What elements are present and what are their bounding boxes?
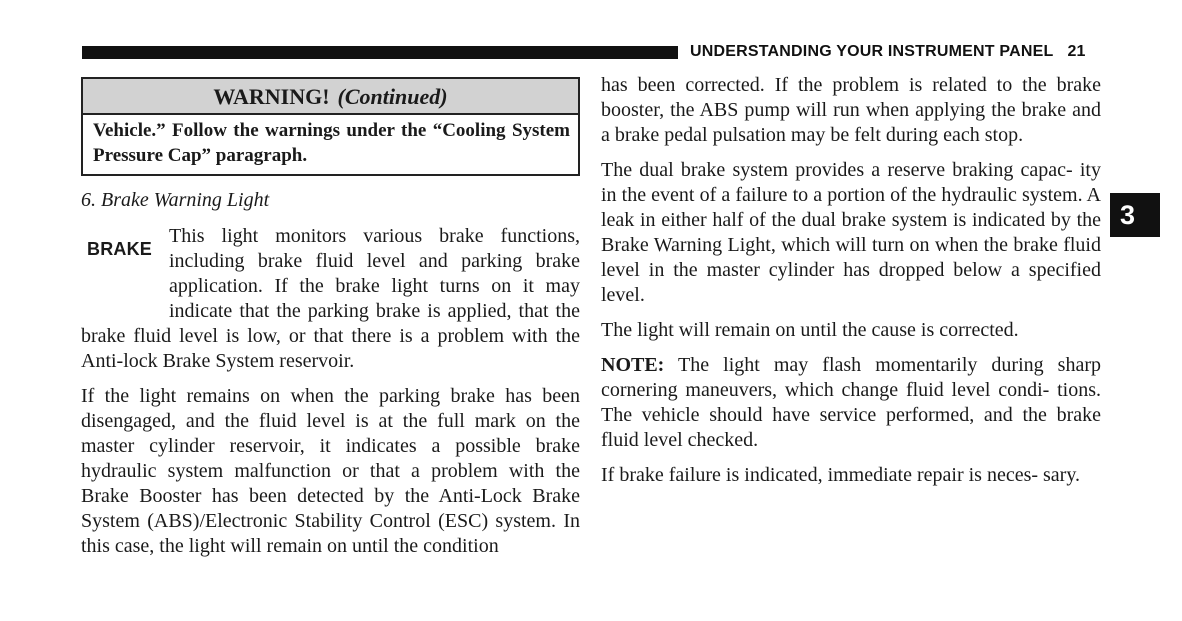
running-header <box>690 43 1086 61</box>
note-text: The light may flash momentarily during sharp cornering maneuvers, which change fluid level condi- tions. The vehicle should have service performed, and the brake fluid level checked. <box>601 354 1101 451</box>
section-heading: 6. Brake Warning Light <box>81 189 270 211</box>
brake-remains-paragraph: If the light remains on when the parking brake has been disengaged, and the fluid level is at the full mark on the master cylinder reservoir, it indicates a possible brake hydraulic system malfunction or that a problem with the Brake Booster has been detected by the Anti-Lock Brake System (ABS)/Electronic Stability Control (ESC) system. In this case, the light will remain on until the condition <box>81 385 580 557</box>
note-paragraph <box>601 353 1101 453</box>
warning-heading <box>83 79 578 115</box>
right-column <box>601 73 1101 488</box>
header-title: UNDERSTANDING YOUR INSTRUMENT PANEL <box>690 43 1054 60</box>
page-number: 21 <box>1067 43 1086 60</box>
light-remains-paragraph: The light will remain on until the cause is corrected. <box>601 319 1019 341</box>
abs-pump-paragraph: has been corrected. If the problem is related to the brake booster, the ABS pump will run when applying the brake and a brake pedal pulsation may be felt during each stop. <box>601 74 1101 146</box>
brake-paragraph-text: This light monitors various brake functions, including brake fluid level and parking brake application. If the brake light turns on it may indicate that the parking brake is applied, that the brake fluid level is low, or that there is a problem with the Anti-lock Brake System reservoir. <box>81 225 580 372</box>
chapter-tab: 3 <box>1110 193 1160 237</box>
brake-warning-icon: BRAKE <box>87 238 153 259</box>
brake-failure-paragraph: If brake failure is indicated, immediate repair is neces- sary. <box>601 464 1081 486</box>
warning-title: WARNING! <box>213 84 330 109</box>
warning-continued: (Continued) <box>337 84 448 109</box>
dual-brake-paragraph: The dual brake system provides a reserve braking capac- ity in the event of a failure to a portion of the hydraulic system. A leak in either half of the dual brake system is indicated by the Brake Warning Light, which will turn on when the brake fluid level in the master cylinder has dropped below a specified level. <box>601 159 1101 306</box>
header-rule <box>82 46 678 59</box>
note-label: NOTE: <box>601 354 665 376</box>
brake-light-block <box>81 224 580 374</box>
warning-box <box>81 77 580 176</box>
warning-body: Vehicle.” Follow the warnings under the “Cooling System Pressure Cap” paragraph. <box>93 120 570 166</box>
left-column <box>81 77 580 559</box>
